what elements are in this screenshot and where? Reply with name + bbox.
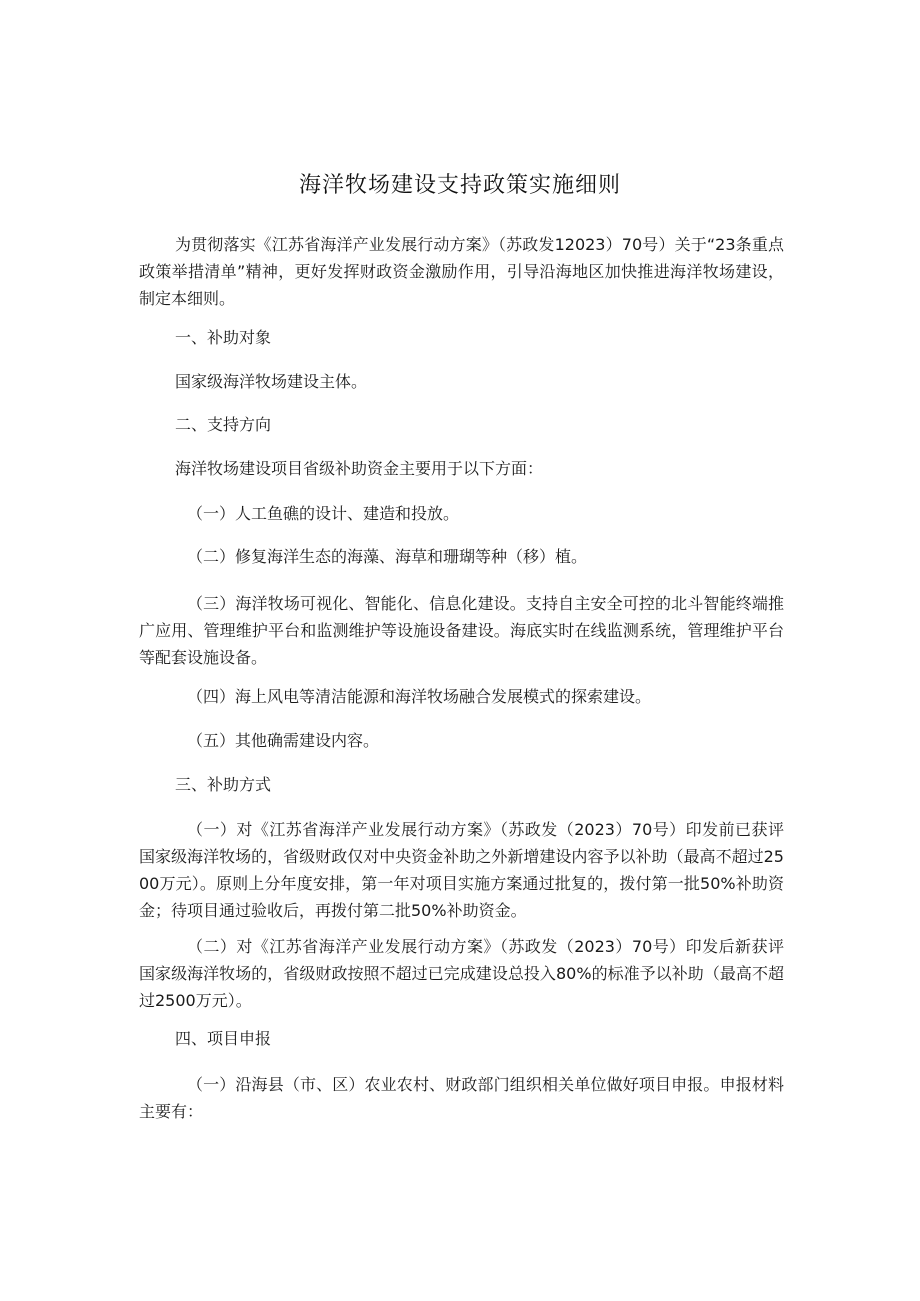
section-heading-support-direction: 二、支持方向 (175, 415, 272, 434)
section-intro-support-direction: 海洋牧场建设项目省级补助资金主要用于以下方面： (175, 459, 544, 478)
section-heading-subsidy-method: 三、补助方式 (175, 775, 272, 794)
support-item-4: （四）海上风电等清洁能源和海洋牧场融合发展模式的探索建设。 (187, 687, 652, 706)
support-item-2: （二）修复海洋生态的海藻、海草和珊瑚等种（移）植。 (187, 547, 588, 566)
support-item-1: （一）人工鱼礁的设计、建造和投放。 (187, 504, 460, 523)
intro-paragraph: 为贯彻落实《江苏省海洋产业发展行动方案》（苏政发12023）70号）关于“23条重点政策举措清单”精神，更好发挥财政资金激励作用，引导沿海地区加快推进海洋牧场建设，制定本细则。 (139, 235, 784, 308)
section-heading-project-application: 四、项目申报 (175, 1029, 272, 1048)
support-item-3: （三）海洋牧场可视化、智能化、信息化建设。支持自主安全可控的北斗智能终端推广应用、管理维护平台和监测维护等设施设备建设。海底实时在线监测系统，管理维护平台等配套设施设备。 (139, 594, 784, 667)
document-title: 海洋牧场建设支持政策实施细则 (298, 173, 621, 198)
section-heading-subsidy-target: 一、补助对象 (175, 328, 272, 347)
support-item-5: （五）其他确需建设内容。 (187, 731, 380, 750)
application-item-1: （一）沿海县（市、区）农业农村、财政部门组织相关单位做好项目申报。申报材料主要有： (139, 1075, 784, 1121)
section-body-subsidy-target: 国家级海洋牧场建设主体。 (175, 372, 368, 391)
subsidy-method-item-1: （一）对《江苏省海洋产业发展行动方案》（苏政发（2023）70号）印发前已获评国家级海洋牧场的，省级财政仅对中央资金补助之外新增建设内容予以补助（最高不超过2500万元）。原则上分年度安排，第一年对项目实施方案通过批复的，拨付第一批50%补助资金；待项目通过验收后，再拨付第二批50%补助资金。 (139, 820, 784, 920)
subsidy-method-item-2: （二）对《江苏省海洋产业发展行动方案》（苏政发（2023）70号）印发后新获评国家级海洋牧场的，省级财政按照不超过已完成建设总投入80%的标准予以补助（最高不超过2500万元）。 (139, 937, 784, 1010)
